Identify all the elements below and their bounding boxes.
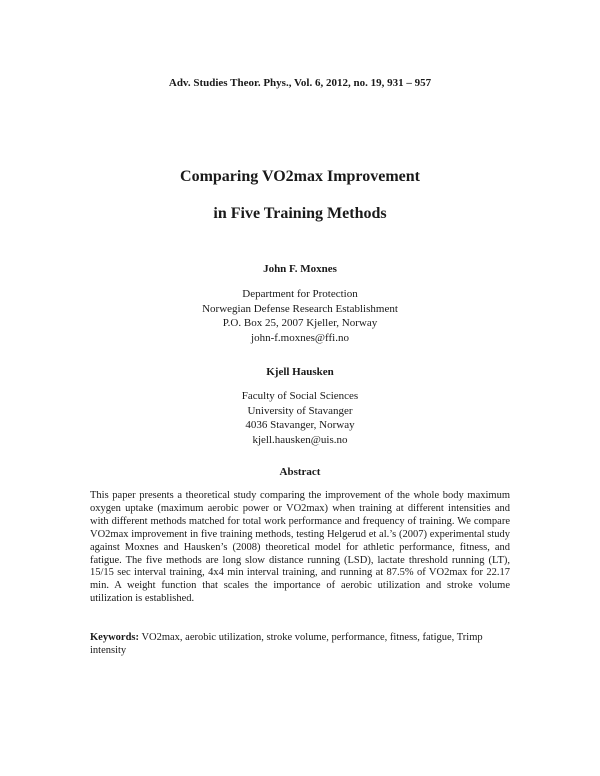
author-affiliation-2 [0,389,600,447]
affiliation-line: Faculty of Social Sciences [241,390,359,402]
affiliation-line: P.O. Box 25, 2007 Kjeller, Norway [222,317,378,329]
abstract-text: This paper presents a theoretical study comparing the improvement of the whole body maximum oxygen uptake (maximum aerobic power or VO2max) when training at different intensities and with different methods matched for total work performance and frequency of training. We compare VO2max improvement in five training methods, testing Helgerud et al.’s (2007) experimental study against Moxnes and Hausken’s (2008) theoretical model for athletic performance, fitness, and fatigue. The five methods are long slow distance running (LSD), lactate threshold running (LT), 15/15 sec interval training, 4x4 min interval training, and running at 87.5% of VO2max for 22.17 min. A weight function that scales the importance of aerobic utilization and stroke volume utilization is established. [90,490,510,605]
affiliation-line: Norwegian Defense Research Establishment [202,302,398,315]
affiliation-line: 4036 Stavanger, Norway [245,419,355,431]
author-email: john-f.moxnes@ffi.no [251,331,349,344]
keywords-label: Keywords: [90,632,139,643]
paper-title-line-2: in Five Training Methods [213,205,387,222]
keywords [90,631,510,657]
abstract-heading: Abstract [279,466,321,478]
affiliation-line: Department for Protection [242,288,358,300]
author-affiliation-1 [0,287,600,345]
keywords-text: VO2max, aerobic utilization, stroke volume, performance, fitness, fatigue, Trimp intensity [90,632,483,656]
author-email: kjell.hausken@uis.no [252,433,348,446]
author-name-1: John F. Moxnes [263,263,337,275]
journal-citation: Adv. Studies Theor. Phys., Vol. 6, 2012, no. 19, 931 – 957 [168,77,432,89]
paper-title-line-1: Comparing VO2max Improvement [180,168,420,185]
affiliation-line: University of Stavanger [247,404,353,417]
author-name-2: Kjell Hausken [266,366,334,378]
